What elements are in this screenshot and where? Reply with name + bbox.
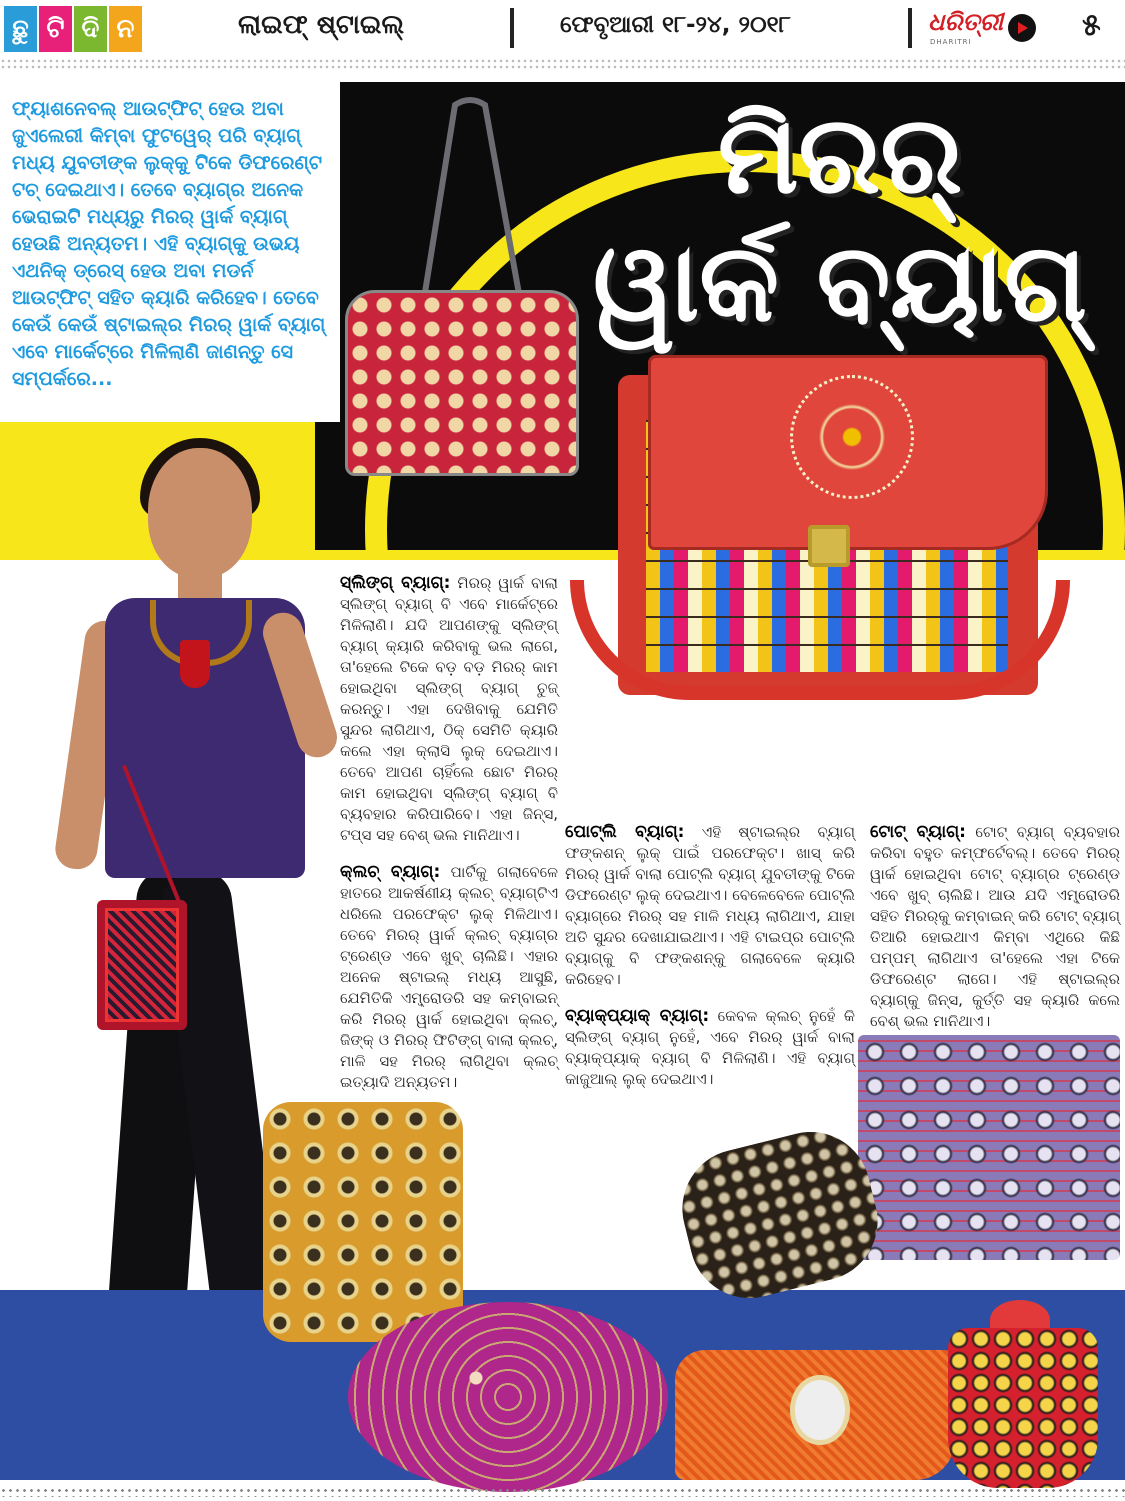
dotted-rule bbox=[0, 58, 1125, 70]
divider bbox=[510, 8, 514, 48]
issue-date: ଫେବୃଆରୀ ୧୮-୨୪, ୨୦୧୮ bbox=[560, 12, 791, 38]
divider bbox=[908, 8, 912, 48]
gold-mirror-clutch-image bbox=[263, 1102, 463, 1342]
headline-line: ମିରର୍ bbox=[717, 93, 963, 218]
headline-line: ୱାର୍କ ବ୍ୟାଗ୍ bbox=[593, 221, 1087, 346]
sling-bag-pattern bbox=[105, 908, 179, 1022]
masthead bbox=[0, 0, 1125, 58]
subheading: ବ୍ୟାକ୍‌ପ୍ୟାକ୍ ବ୍ୟାଗ୍: bbox=[565, 1006, 710, 1026]
logo-letter: ଟି bbox=[39, 6, 72, 52]
red-mirror-bag-image bbox=[345, 290, 579, 476]
potli-bag-image bbox=[948, 1328, 1098, 1488]
headline bbox=[560, 92, 1120, 348]
clutch-mirror-stone bbox=[790, 1375, 850, 1445]
section-name: ଲାଇଫ୍ ଷ୍ଟାଇଲ୍ bbox=[238, 10, 405, 40]
sling-bag-image bbox=[97, 900, 187, 1030]
page-number: ୫ bbox=[1082, 8, 1101, 43]
article-body: ମିରର୍ ୱାର୍କ ବାଲା ସ୍ଲିଙ୍ଗ୍ ବ୍ୟାଗ୍ ବି ଏବେ ମାର୍କେଟ୍‌ରେ ମିଳିଲାଣି। ଯଦି ଆପଣଙ୍କୁ ସ୍ଲିଙ୍ଗ୍ ବ୍ୟାଗ୍ କ୍ୟାରି କରିବାକୁ ଭଲ ଲାଗେ, ତା'ହେଲେ ଟିକେ ବଡ଼ ବଡ଼ ମିରର୍ କାମ ହୋଇଥିବା ସ୍ଲିଙ୍ଗ୍ ବ୍ୟାଗ୍ ଚୁଜ୍ କରନ୍ତୁ। ଏହା ଦେଖିବାକୁ ଯେମିତି ସୁନ୍ଦର ଲାଗିଥାଏ, ଠିକ୍ ସେମିତି କ୍ୟାରି କଲେ ଏହା କ୍ଲାସି ଲୁକ୍ ଦେଇଥାଏ। ତେବେ ଆପଣ ଚାହିଁଲେ ଛୋଟ ମିରର୍ କାମ ହୋଇଥିବା ସ୍ଲିଙ୍ଗ୍ ବ୍ୟାଗ୍ ବି ବ୍ୟବହାର କରିପାରିବେ। ଏହା ଜିନ୍ସ, ଟପ୍ସ ସହ ବେଶ୍ ଭଲ ମାନିଥାଏ। bbox=[340, 574, 558, 844]
article-clutch bbox=[340, 862, 558, 1093]
article-column bbox=[870, 822, 1120, 1032]
tote-bag-image bbox=[858, 1035, 1120, 1260]
subheading: କ୍ଲଚ୍ ବ୍ୟାଗ୍: bbox=[340, 862, 441, 882]
intro-paragraph: ଫ୍ୟାଶନେବଲ୍ ଆଉଟ୍‌ଫିଟ୍ ହେଉ ଅବା ଜୁଏଲେରୀ କିମ୍ବା ଫୁଟୱେର୍ ପରି ବ୍ୟାଗ୍ ମଧ୍ୟ ଯୁବତୀଙ୍କ ଲୁକ୍‌କୁ ଟିକେ ଡିଫରେଣ୍ଟ ଟଚ୍ ଦେଇଥାଏ। ତେବେ ବ୍ୟାଗ୍‌ର ଅନେକ ଭେରାଇଟି ମଧ୍ୟରୁ ମିରର୍ ୱାର୍କ ବ୍ୟାଗ୍ ହେଉଛି ଅନ୍ୟତମ। ଏହି ବ୍ୟାଗ୍‌କୁ ଉଭୟ ଏଥନିକ୍ ଡ୍ରେସ୍ ହେଉ ଅବା ମଡର୍ନ ଆଉଟ୍‌ଫିଟ୍ ସହିତ କ୍ୟାରି କରିହେବ। ତେବେ କେଉଁ କେଉଁ ଷ୍ଟାଇଲ୍‌ର ମିରର୍ ୱାର୍କ ବ୍ୟାଗ୍ ଏବେ ମାର୍କେଟ୍‌ରେ ମିଳିଲାଣି ଜାଣନ୍ତୁ ସେ ସମ୍ପର୍କରେ... bbox=[12, 98, 326, 390]
subheading: ସ୍ଲିଙ୍ଗ୍ ବ୍ୟାଗ୍: bbox=[340, 573, 451, 593]
article-body: ଟୋଟ୍ ବ୍ୟାଗ୍ ବ୍ୟବହାର କରିବା ବହୁତ କମ୍ଫର୍ଟେବଲ୍। ତେବେ ମିରର୍ ୱାର୍କ ହୋଇଥିବା ଟୋଟ୍ ବ୍ୟାଗ୍‌ର ଟ୍ରେଣ୍ଡ ଏବେ ଖୁବ୍ ଚାଲିଛି। ଆଉ ଯଦି ଏମ୍ବ୍ରୋଡରି ସହିତ ମିରର୍‌କୁ କମ୍ବାଇନ୍ କରି ଟୋଟ୍ ବ୍ୟାଗ୍ ତିଆରି ହୋଇଥାଏ କିମ୍ବା ଏଥିରେ କିଛି ପମ୍ପମ୍ ଲାଗିଥାଏ ତା'ହେଲେ ଏହା ଟିକେ ଡିଫରେଣ୍ଟ ଲାଗେ। ଏହି ଷ୍ଟାଇଲ୍‌ର ବ୍ୟାଗ୍‌କୁ ଜିନ୍ସ, କୁର୍ତ୍ତି ସହ କ୍ୟାରି କଲେ ବେଶ୍ ଭଲ ମାନିଥାଏ। bbox=[870, 823, 1120, 1030]
logo-letter: ନ bbox=[109, 6, 142, 52]
model-face bbox=[148, 448, 252, 578]
article-column bbox=[565, 822, 855, 1090]
bag-clasp bbox=[808, 525, 850, 567]
article-body: ପାର୍ଟିକୁ ଗଲାବେଳେ ହାତରେ ଆକର୍ଷଣୀୟ କ୍ଲଚ୍ ବ୍ୟାଗ୍‌ଟିଏ ଧରିଲେ ପରଫେକ୍ଟ ଲୁକ୍ ମିଳିଥାଏ। ତେବେ ମିରର୍ ୱାର୍କ କ୍ଲଚ୍ ବ୍ୟାଗ୍‌ର ଟ୍ରେଣ୍ଡ ଏବେ ଖୁବ୍ ଚାଲିଛି। ଏହାର ଅନେକ ଷ୍ଟାଇଲ୍ ମଧ୍ୟ ଆସୁଛି, ଯେମିତିକି ଏମ୍ବ୍ରୋଡରି ସହ କମ୍ବାଇନ୍ କରି ମିରର୍ ୱାର୍କ ହୋଇଥିବା କ୍ଲଚ୍, ଜିଙ୍କ୍ ଓ ମିରର୍ ଫିଟିଙ୍ଗ୍ ବାଲା କ୍ଲଚ୍, ମାଳି ସହ ମିରର୍ ଲାଗିଥିବା କ୍ଲଚ୍ ଇତ୍ୟାଦି ଅନ୍ୟତମ। bbox=[340, 863, 558, 1091]
necklace-tassel bbox=[180, 640, 210, 688]
logo-letter: ଛୁ bbox=[4, 6, 37, 52]
dotted-rule bbox=[0, 1487, 1125, 1497]
article-potli bbox=[565, 822, 855, 990]
bag-strap bbox=[570, 580, 1070, 700]
article-body: ଏହି ଷ୍ଟାଇଲ୍‌ର ବ୍ୟାଗ୍ ଫଙ୍କଶନ୍ ଲୁକ୍ ପାଇଁ ପରଫେକ୍ଟ। ଖାସ୍ କରି ମିରର୍ ୱାର୍କ ବାଲା ପୋଟ୍‌ଲି ବ୍ୟାଗ୍ ଯୁବତୀଙ୍କୁ ଟିକେ ଡିଫରେଣ୍ଟ ଲୁକ୍ ଦେଇଥାଏ। ବେଳେବେଳେ ପୋଟ୍‌ଲି ବ୍ୟାଗ୍‌ରେ ମିରର୍ ସହ ମାଳି ମଧ୍ୟ ଲାଗିଥାଏ, ଯାହା ଅତି ସୁନ୍ଦର ଦେଖାଯାଇଥାଏ। ଏହି ଟାଇପ୍‌ର ପୋଟ୍‌ଲି ବ୍ୟାଗ୍‌କୁ ବି ଫଙ୍କଶନ୍‌କୁ ଗଲାବେଳେ କ୍ୟାରି କରିହେବ। bbox=[565, 823, 855, 988]
stitched-mandala bbox=[790, 375, 914, 499]
brand-logo: ଧରିତ୍ରୀ bbox=[928, 8, 1003, 36]
article-sling bbox=[340, 573, 558, 846]
article-tote bbox=[870, 822, 1120, 1032]
subheading: ଟୋଟ୍ ବ୍ୟାଗ୍: bbox=[870, 822, 966, 842]
brand-subtitle: DHARITRI bbox=[930, 38, 972, 46]
article-body: କେବଳ କ୍ଲଚ୍ ନୁହେଁ କି ସ୍ଲିଙ୍ଗ୍ ବ୍ୟାଗ୍ ନୁହେଁ, ଏବେ ମିରର୍ ୱାର୍କ ବାଲା ବ୍ୟାକ୍‌ପ୍ୟାକ୍ ବ୍ୟାଗ୍ ବି ମିଳିଲାଣି। ଏହି ବ୍ୟାଗ୍ କାଜୁଆଲ୍ ଲୁକ୍ ଦେଇଥାଏ। bbox=[565, 1007, 855, 1088]
subheading: ପୋଟ୍‌ଲି ବ୍ୟାଗ୍: bbox=[565, 822, 685, 842]
logo-letter: ଦି bbox=[74, 6, 107, 52]
section-logo bbox=[4, 6, 142, 52]
play-icon[interactable] bbox=[1008, 14, 1036, 42]
purple-oval-clutch-image bbox=[348, 1302, 668, 1492]
article-column bbox=[340, 573, 558, 1093]
article-backpack bbox=[565, 1006, 855, 1090]
